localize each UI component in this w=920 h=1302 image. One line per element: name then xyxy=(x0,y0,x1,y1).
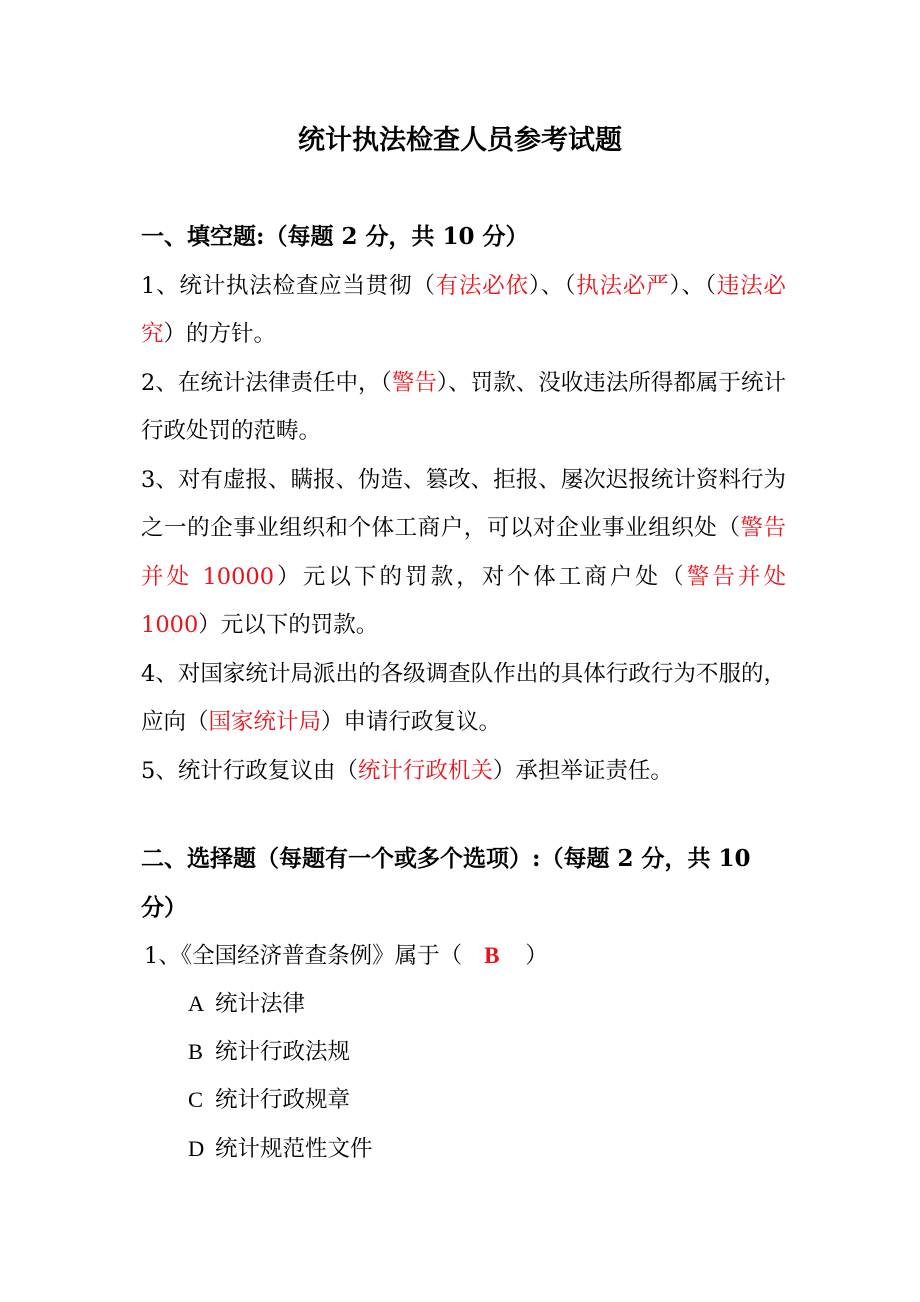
question-text: ）的方针。 xyxy=(163,321,277,347)
option-d xyxy=(188,1125,373,1174)
question-item xyxy=(141,747,786,796)
answer-text: 警告并处 1000 xyxy=(141,563,786,638)
option-letter: D xyxy=(188,1136,205,1161)
section-heading: 二、选择题（每题有一个或多个选项）:（每题 2 分，共 10 分） xyxy=(141,845,751,921)
question-item xyxy=(144,932,548,981)
answer-text: 国家统计局 xyxy=(208,709,322,735)
option-letter: C xyxy=(188,1087,204,1112)
question-text: ）、（ xyxy=(528,272,577,299)
answer-text: 执法必严 xyxy=(576,272,670,299)
answer-text: B xyxy=(484,943,500,968)
answer-text: 有法必依 xyxy=(435,272,529,299)
option-text: 统计法律 xyxy=(215,991,306,1017)
question-text: ）申请行政复议。 xyxy=(321,709,502,735)
document-title: 统计执法检查人员参考试题 xyxy=(298,125,622,156)
option-c xyxy=(188,1076,350,1125)
question-text: 1、统计执法检查应当贯彻（ xyxy=(141,272,436,299)
answer-text: 统计行政机关 xyxy=(357,757,493,784)
question-item xyxy=(141,359,786,456)
option-a xyxy=(188,980,305,1029)
section-multiple-choice xyxy=(141,835,786,932)
option-b xyxy=(188,1028,350,1077)
question-item xyxy=(141,262,786,359)
question-text: 5、统计行政复议由（ xyxy=(141,757,358,784)
question-text: 3、对有虚报、瞒报、伪造、篡改、拒报、屡次迟报统计资料行为之一的企事业组织和个体工商户，可以对企业事业组织处（ xyxy=(141,466,786,541)
option-letter: A xyxy=(188,991,205,1016)
answer-text: 违法必究 xyxy=(141,272,786,347)
option-text: 统计规范性文件 xyxy=(215,1136,373,1162)
question-text: ）元以下的罚款。 xyxy=(198,612,379,638)
question-text: 1、《全国经济普查条例》属于（ xyxy=(144,943,463,969)
question-text: 2、在统计法律责任中，（ xyxy=(141,369,392,396)
question-item xyxy=(141,650,786,747)
question-text: ）、罚款、没收违法所得都属于统计行政处罚的范畴。 xyxy=(141,369,786,444)
option-text: 统计行政规章 xyxy=(215,1087,351,1113)
question-text: ）承担举证责任。 xyxy=(492,757,673,784)
question-text: ） xyxy=(525,943,548,969)
question-item xyxy=(141,456,786,650)
answer-text: 警告并处 10000 xyxy=(141,515,786,590)
question-text: ）、（ xyxy=(669,272,717,299)
question-text: 4、对国家统计局派出的各级调查队作出的具体行政行为不服的，应向（ xyxy=(141,660,786,735)
answer-text: 警告 xyxy=(391,369,437,396)
section-heading: 一、填空题:（每题 2 分，共 10 分） xyxy=(141,223,529,250)
section-fill-blank xyxy=(141,213,786,795)
option-text: 统计行政法规 xyxy=(215,1039,351,1065)
question-text: ）元以下的罚款，对个体工商户处（ xyxy=(274,563,687,590)
option-letter: B xyxy=(188,1039,204,1064)
